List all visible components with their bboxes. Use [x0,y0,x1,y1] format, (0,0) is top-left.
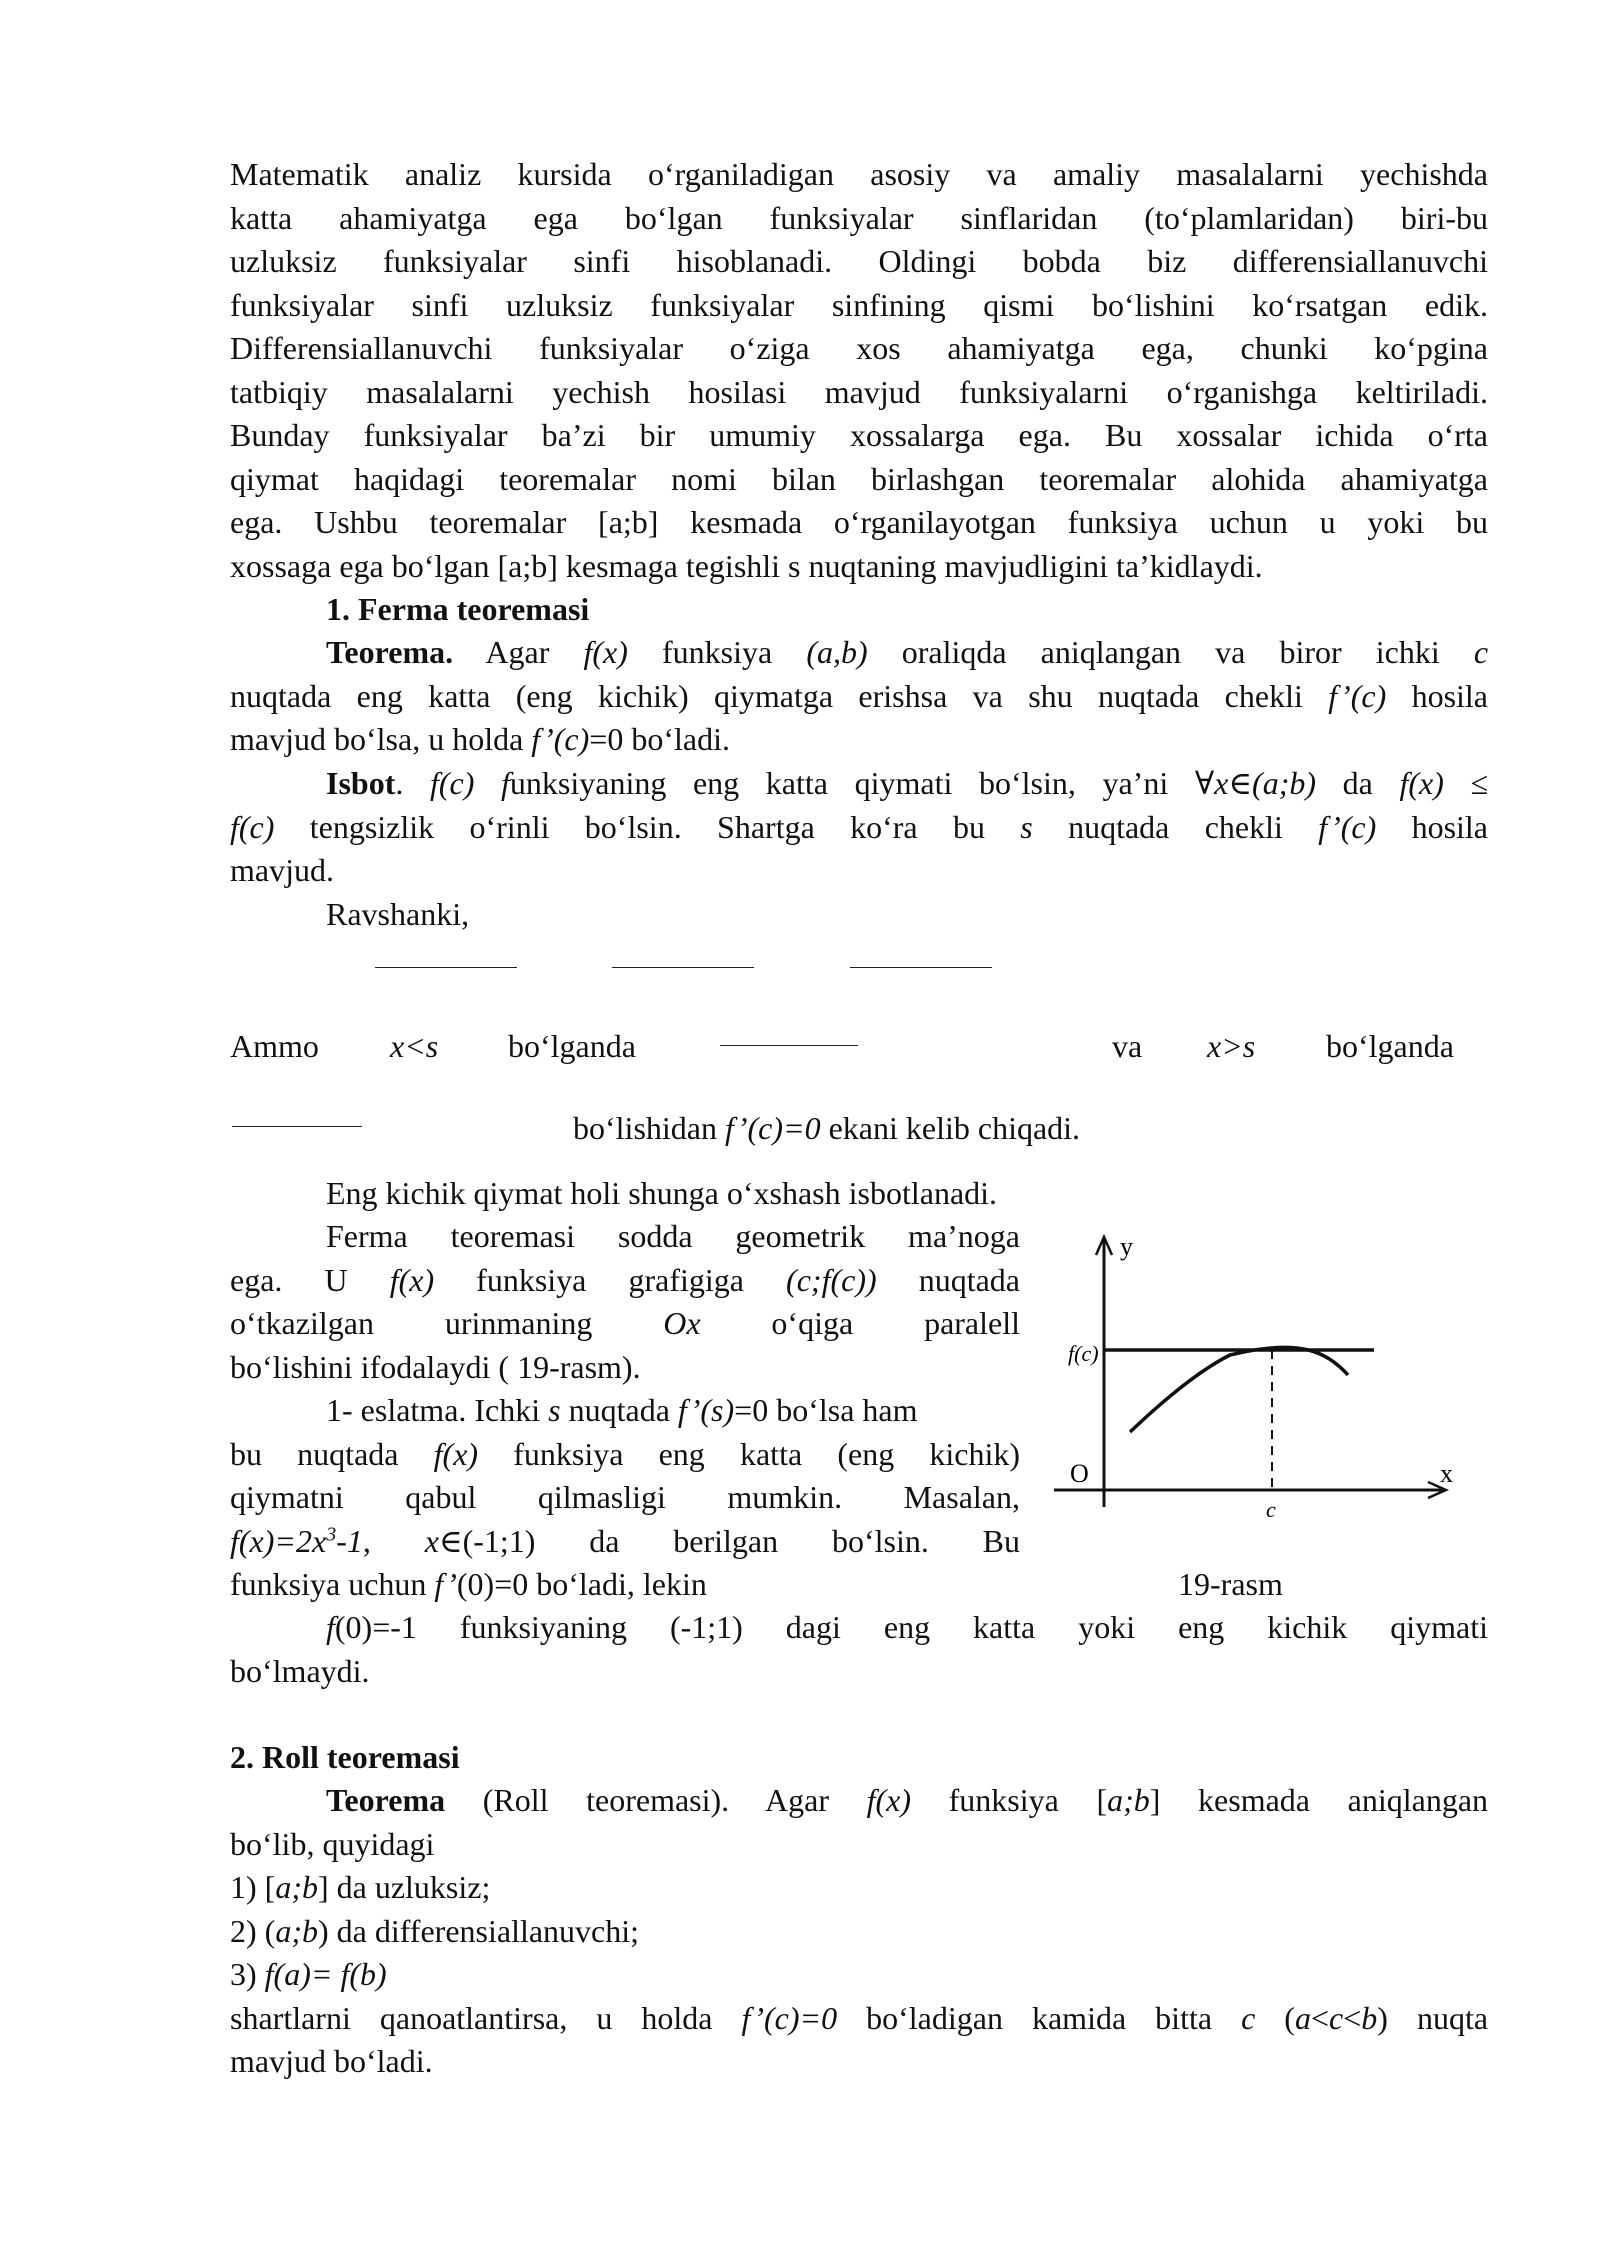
text-line: 1- eslatma. Ichki s nuqtada f’(s)=0 bo‘lsa ham [326,1392,918,1428]
text-line: o‘tkazilgan urinmaning Ox o‘qiga paralell [230,1305,1020,1341]
theorem-label: Teorema. [326,634,454,670]
condition-item: 2) (a;b) da differensiallanuvchi; [230,1912,640,1949]
origin-label: O [1070,1459,1089,1488]
figure-caption: 19-rasm [1178,1566,1283,1602]
proof-line: Isbot. f(c) funksiyaning eng katta qiymati bo‘lsin, ya’ni ∀x∈(a;b) da f(x) ≤ [326,765,1489,801]
conclusion-line [573,1107,1080,1151]
text-line: ega. U f(x) funksiya grafigiga (c;f(c)) nuqtada [230,1261,1021,1298]
proof-line: mavjud. [230,852,334,888]
intro-line: funksiyalar sinfi uzluksiz funksiyalar sinfining qismi bo‘lishini ko‘rsatgan edik. [230,286,1488,323]
intro-line: Matematik analiz kursida o‘rganiladigan asosiy va amaliy masalalarni yechishda [230,156,1488,192]
ferma-proof [230,762,1488,936]
geometric-meaning-paragraph [230,1215,1020,1607]
theorem-line: Teorema (Roll teoremasi). Agar f(x) funksiya [a;b] kesmada aniqlangan [326,1782,1489,1818]
intro-line: uzluksiz funksiyalar sinfi hisoblanadi. Oldingi bobda biz differensiallanuvchi [230,243,1488,279]
formula-placeholder [850,967,992,968]
text-line: bu nuqtada f(x) funksiya eng katta (eng kichik) [230,1435,1020,1472]
intro-line: Differensiallanuvchi funksiyalar o‘ziga xos ahamiyatga ega, chunki ko‘pgina [230,330,1488,366]
section-heading-ferma [230,588,1488,632]
formula-placeholder [375,967,517,968]
condition-item: 3) f(a)= f(b) [230,1956,387,1992]
figure-19 [1040,1225,1460,1545]
theorem-label: Teorema [326,1782,446,1818]
text-line: bo‘lmaydi. [230,1652,370,1689]
text-line: funksiya uchun f’(0)=0 bo‘ladi, lekin [230,1566,707,1602]
section-heading-text: 1. Ferma teoremasi [326,591,590,627]
bolganda-word: bo‘lganda [508,1028,636,1064]
section-heading-roll [230,1736,1488,1780]
text-line: bo‘lishini ifodalaydi ( 19-rasm). [230,1348,641,1385]
intro-line: ega. Ushbu teoremalar [a;b] kesmada o‘rganilayotgan funksiya uchun u yoki bu [230,504,1488,540]
va-word: va [1112,1028,1143,1064]
x-label: x [1440,1459,1453,1488]
c-label: c [1266,1497,1276,1522]
theorem-line: bo‘lib, quyidagi [230,1825,435,1862]
function-curve [1130,1347,1348,1432]
x-greater-s: x>s [1207,1028,1256,1064]
text-line: qiymatni qabul qilmasligi mumkin. Masalan, [230,1479,1020,1515]
bolganda-word: bo‘lganda [1326,1028,1454,1064]
condition-item: 1) [a;b] da uzluksiz; [230,1869,491,1905]
roll-theorem [230,1779,1488,2084]
intro-line: tatbiqiy masalalarni yechish hosilasi mavjud funksiyalarni o‘rganishga keltiriladi. [230,373,1488,410]
theorem-line: mavjud bo‘lsa, u holda f’(c)=0 bo‘ladi. [230,721,730,757]
intro-line: xossaga ega bo‘lgan [a;b] kesmaga tegishli s nuqtaning mavjudligini ta’kidlaydi. [230,547,1263,584]
theorem-line: shartlarni qanoatlantirsa, u holda f’(c)=0 bo‘ladigan kamida bitta c (a<c<b) nuqta [230,1999,1489,2036]
proof-label: Isbot [326,765,396,801]
text-line: Ferma teoremasi sodda geometrik ma’noga [326,1218,1020,1254]
section-heading-text: 2. Roll teoremasi [230,1739,460,1775]
text-line: $f(x)=2x^3-1$, x∈(-1;1) da berilgan bo‘lsin. Bu [230,1522,1021,1559]
formula-placeholder [232,1126,362,1127]
ammo-word: Ammo [230,1028,319,1064]
formula-placeholder [612,967,754,968]
ravshanki-line: Ravshanki, [326,895,470,932]
formula-placeholder [720,1045,858,1046]
conclusion-pre: bo‘lishidan [573,1110,725,1146]
intro-line: katta ahamiyatga ega bo‘lgan funksiyalar sinflaridan (to‘plamlaridan) biri-bu [230,199,1488,236]
intro-paragraph [230,153,1488,588]
intro-line: Bunday funksiyalar ba’zi bir umumiy xossalarga ega. Bu xossalar ichida o‘rta [230,417,1488,453]
min-case-line: Eng kichik qiymat holi shunga o‘xshash isbotlanadi. [326,1175,998,1211]
conclusion-post: ekani kelib chiqadi. [820,1110,1081,1146]
conclusion-formula: f’(c)=0 [724,1110,821,1146]
counterexample-tail [230,1606,1488,1693]
text-line: f(0)=-1 funksiyaning (-1;1) dagi eng katta yoki eng kichik qiymati [326,1609,1488,1645]
theorem-line: mavjud bo‘ladi. [230,2043,433,2079]
intro-line: qiymat haqidagi teoremalar nomi bilan birlashgan teoremalar alohida ahamiyatga [230,460,1488,497]
theorem-line: nuqtada eng katta (eng kichik) qiymatga erishsa va shu nuqtada chekli f’(c) hosila [230,677,1489,714]
x-less-s: x<s [390,1028,439,1064]
y-label: y [1120,1232,1133,1261]
ferma-theorem [230,631,1488,762]
theorem-rest: (Roll teoremasi). Agar [445,1782,867,1818]
proof-line: f(c) tengsizlik o‘rinli bo‘lsin. Shartga ko‘ra bu s nuqtada chekli f’(c) hosila [230,808,1489,845]
theorem-line: Teorema. Agar f(x) funksiya (a,b) oraliqda aniqlangan va biror ichki c [326,634,1489,670]
fc-label: f(c) [1068,1341,1099,1366]
